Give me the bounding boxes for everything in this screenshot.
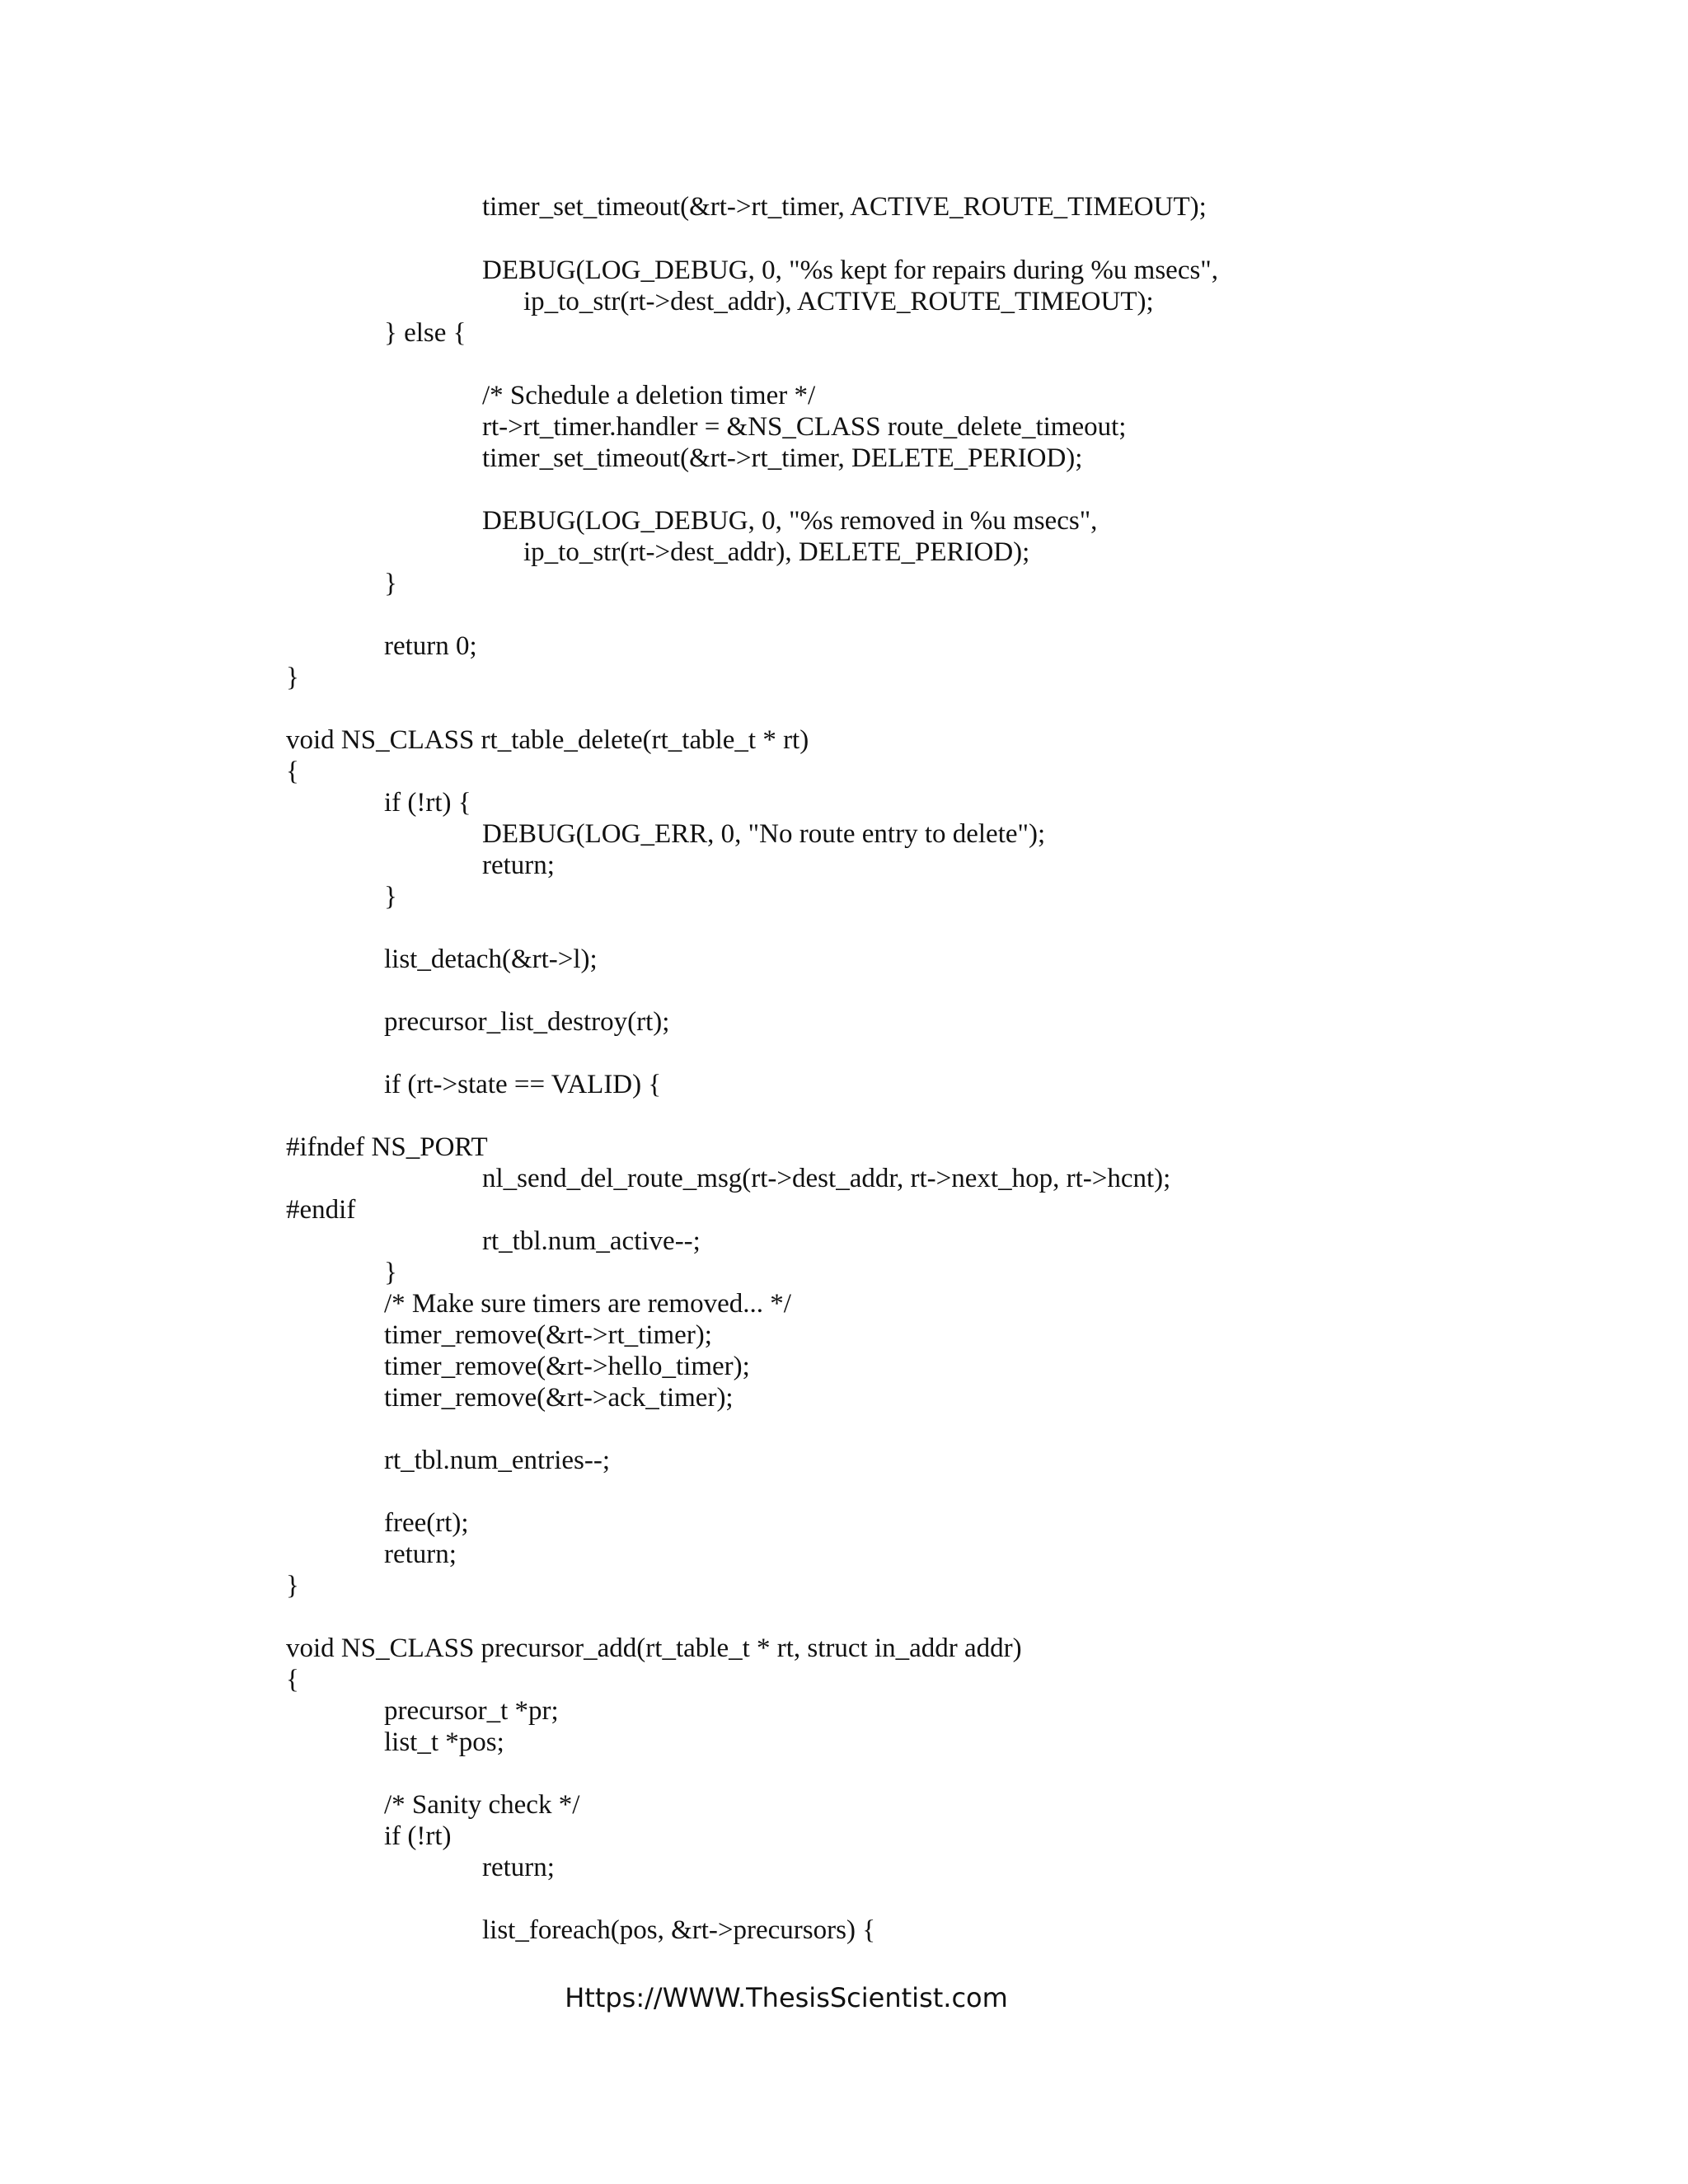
code-line: timer_remove(&rt->hello_timer); — [384, 1352, 750, 1381]
code-line: return; — [482, 1853, 555, 1882]
code-line: } — [384, 882, 397, 912]
code-line: return; — [482, 851, 555, 880]
code-line: /* Sanity check */ — [384, 1790, 580, 1820]
code-line: /* Make sure timers are removed... */ — [384, 1289, 791, 1319]
code-line: } — [384, 1258, 397, 1287]
code-line: list_t *pos; — [384, 1727, 504, 1757]
code-line: /* Schedule a deletion timer */ — [482, 381, 816, 410]
code-line: void NS_CLASS precursor_add(rt_table_t * rt, struct in_addr addr) — [286, 1633, 1022, 1663]
code-line: ip_to_str(rt->dest_addr), DELETE_PERIOD); — [523, 537, 1030, 567]
code-line: DEBUG(LOG_ERR, 0, "No route entry to delete"); — [482, 819, 1046, 849]
code-line: return; — [384, 1540, 457, 1569]
code-line: if (!rt) — [384, 1821, 452, 1851]
code-line: timer_remove(&rt->ack_timer); — [384, 1383, 734, 1413]
code-line: rt_tbl.num_entries--; — [384, 1446, 611, 1475]
code-line: #endif — [286, 1195, 356, 1225]
code-line: timer_set_timeout(&rt->rt_timer, ACTIVE_ROUTE_TIMEOUT); — [482, 192, 1207, 222]
code-line: list_detach(&rt->l); — [384, 944, 598, 974]
code-line: { — [286, 757, 299, 786]
code-line: ip_to_str(rt->dest_addr), ACTIVE_ROUTE_TIMEOUT); — [523, 287, 1154, 316]
code-line: } — [286, 663, 299, 692]
code-line: { — [286, 1665, 299, 1694]
code-line: free(rt); — [384, 1508, 469, 1538]
code-line: } else { — [384, 318, 467, 348]
code-line: precursor_list_destroy(rt); — [384, 1007, 670, 1037]
code-line: nl_send_del_route_msg(rt->dest_addr, rt->next_hop, rt->hcnt); — [482, 1164, 1171, 1193]
code-line: rt_tbl.num_active--; — [482, 1226, 701, 1256]
code-line: return 0; — [384, 631, 477, 661]
code-line: void NS_CLASS rt_table_delete(rt_table_t * rt) — [286, 725, 809, 755]
code-line: timer_set_timeout(&rt->rt_timer, DELETE_PERIOD); — [482, 443, 1083, 473]
code-line: #ifndef NS_PORT — [286, 1132, 488, 1162]
code-line: DEBUG(LOG_DEBUG, 0, "%s kept for repairs during %u msecs", — [482, 255, 1219, 285]
code-line: } — [286, 1571, 299, 1601]
code-line: } — [384, 569, 397, 598]
footer-url: Https://WWW.ThesisScientist.com — [565, 1982, 1008, 2013]
code-line: DEBUG(LOG_DEBUG, 0, "%s removed in %u msecs", — [482, 506, 1098, 536]
code-line: if (rt->state == VALID) { — [384, 1070, 662, 1099]
code-line: timer_remove(&rt->rt_timer); — [384, 1320, 712, 1350]
code-line: list_foreach(pos, &rt->precursors) { — [482, 1915, 876, 1945]
code-line: rt->rt_timer.handler = &NS_CLASS route_delete_timeout; — [482, 412, 1127, 442]
code-line: precursor_t *pr; — [384, 1696, 559, 1726]
code-line: if (!rt) { — [384, 788, 471, 818]
